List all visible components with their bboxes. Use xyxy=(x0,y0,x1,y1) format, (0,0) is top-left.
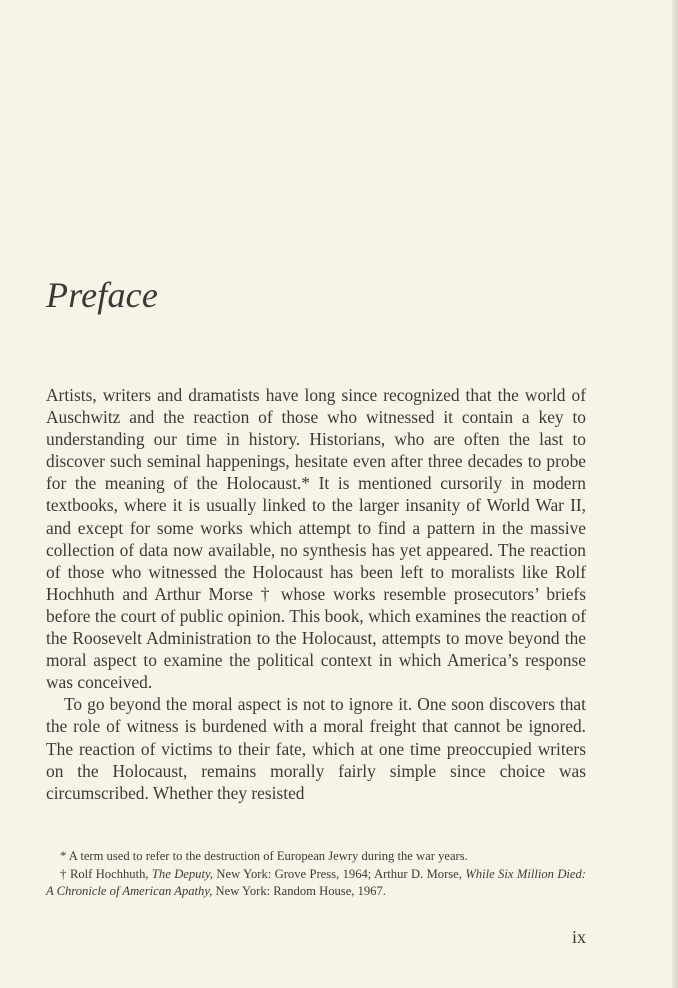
footnote-2-text-after: New York: Random House, 1967. xyxy=(215,884,386,899)
page-number: ix xyxy=(571,927,586,947)
paragraph-1: Artists, writers and dramatists have long since recognized that the world of Auschwitz and the reaction of those who witnessed it contain a key to understanding our time in history. Historians, who are often the last to discover such seminal happenings, hesitate even after three decades to probe for the meaning of the Holocaust.* It is mentioned cursorily in modern textbooks, where it is usually linked to the larger insanity of World War II, and except for some works which attempt to find a pattern in the massive collection of data now available, no synthesis has yet appeared. The reaction of those who witnessed the Holocaust has been left to moralists like Rolf Hochhuth and Arthur Morse † whose works resemble prosecutors’ briefs before the court of public opinion. This book, which examines the reaction of the Roosevelt Administration to the Holocaust, attempts to move beyond the moral aspect to examine the political context in which America’s response was conceived. xyxy=(46,385,586,693)
page-edge xyxy=(672,0,678,988)
chapter-title: Preface xyxy=(46,275,159,315)
footnote-2-title-1: The Deputy, xyxy=(151,866,214,881)
paragraph-2: To go beyond the moral aspect is not to ignore it. One soon discovers that the role of witness is burdened with a moral freight that cannot be ignored. The reaction of victims to their fate, which at one time preoccupied writers on the Holocaust, remains morally fairly simple since choice was circumscribed. Whether they resisted xyxy=(46,694,586,803)
footnote-1 xyxy=(46,848,586,866)
footnote-2-text-before: Rolf Hochhuth, xyxy=(69,866,149,881)
footnote-2-title-2: While Six Million Died: A Chronicle of American Apathy, xyxy=(46,866,586,899)
footnote-2-marker: † xyxy=(60,866,67,881)
footnote-1-marker: * xyxy=(60,849,67,863)
footnote-2-text-middle: New York: Grove Press, 1964; Arthur D. Morse, xyxy=(216,866,462,881)
footnote-1-text: A term used to refer to the destruction of European Jewry during the war years. xyxy=(68,849,468,863)
footnote-2 xyxy=(46,866,586,901)
body-text xyxy=(46,384,586,804)
footnotes xyxy=(46,848,586,901)
